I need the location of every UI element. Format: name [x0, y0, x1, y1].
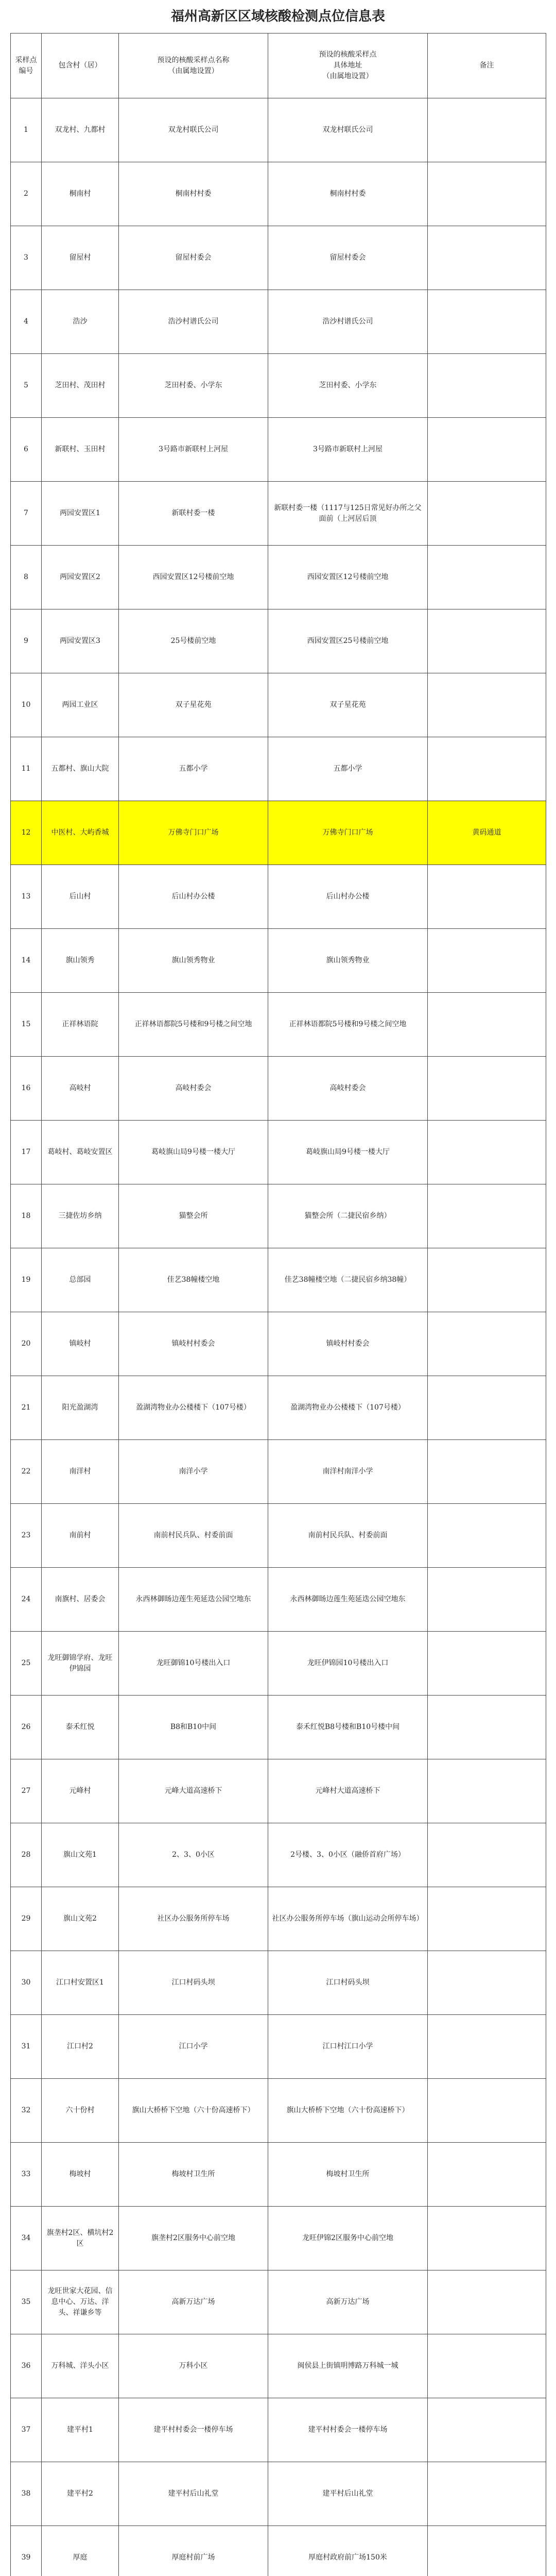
- row-address: 正祥林语都院5号楼和9号楼之间空地: [268, 993, 428, 1057]
- row-village: 两园安置区3: [42, 609, 119, 673]
- row-number: 21: [11, 1376, 42, 1440]
- row-village: 江口村2: [42, 2015, 119, 2079]
- row-note: [428, 1057, 546, 1121]
- row-number: 27: [11, 1759, 42, 1823]
- row-number: 33: [11, 2143, 42, 2207]
- row-address: 2号楼、3、0小区（融侨首府广场）: [268, 1823, 428, 1887]
- row-address: 盈湖湾物业办公楼楼下（107号楼）: [268, 1376, 428, 1440]
- row-village: 双龙村、九都村: [42, 98, 119, 162]
- row-point-name: 南前村民兵队、村委前面: [119, 1504, 268, 1568]
- row-address: 葛岐旗山局9号楼一楼大厅: [268, 1121, 428, 1184]
- row-number: 9: [11, 609, 42, 673]
- row-address: 江口村码头坝: [268, 1951, 428, 2015]
- table-row: [11, 2015, 546, 2079]
- row-address: 后山村办公楼: [268, 865, 428, 929]
- row-point-name: 高新万达广场: [119, 2270, 268, 2334]
- row-note: [428, 354, 546, 418]
- row-point-name: 佳艺38幢楼空地: [119, 1248, 268, 1312]
- row-note: [428, 1184, 546, 1248]
- row-note: [428, 1121, 546, 1184]
- table-row: [11, 1312, 546, 1376]
- row-point-name: 25号楼前空地: [119, 609, 268, 673]
- row-note: [428, 2207, 546, 2270]
- row-number: 16: [11, 1057, 42, 1121]
- row-note: [428, 418, 546, 482]
- row-number: 11: [11, 737, 42, 801]
- row-point-name: 双子星花苑: [119, 673, 268, 737]
- row-address: 双子星花苑: [268, 673, 428, 737]
- row-note: [428, 2398, 546, 2462]
- row-number: 10: [11, 673, 42, 737]
- table-row: [11, 1184, 546, 1248]
- table-row: [11, 418, 546, 482]
- table-row: [11, 546, 546, 609]
- row-number: 35: [11, 2270, 42, 2334]
- table-row: [11, 1823, 546, 1887]
- table-row: [11, 226, 546, 290]
- row-point-name: 2、3、0小区: [119, 1823, 268, 1887]
- table-row: [11, 673, 546, 737]
- row-note: [428, 290, 546, 354]
- row-village: 梅坡村: [42, 2143, 119, 2207]
- row-address: 镇岐村村委会: [268, 1312, 428, 1376]
- row-village: 新联村、玉田村: [42, 418, 119, 482]
- row-number: 22: [11, 1440, 42, 1504]
- row-number: 17: [11, 1121, 42, 1184]
- row-number: 28: [11, 1823, 42, 1887]
- row-point-name: 旗山领秀物业: [119, 929, 268, 993]
- row-point-name: 万佛寺门口广场: [119, 801, 268, 865]
- row-address: 佳艺38幢楼空地（二捷民宿乡纳38幢）: [268, 1248, 428, 1312]
- row-number: 14: [11, 929, 42, 993]
- row-number: 23: [11, 1504, 42, 1568]
- row-point-name: 五都小学: [119, 737, 268, 801]
- row-address: 建平村村委会一楼停车场: [268, 2398, 428, 2462]
- row-address: 建平村后山礼堂: [268, 2462, 428, 2526]
- row-point-name: 厚庭村前广场: [119, 2526, 268, 2576]
- header-note: 备注: [428, 33, 546, 98]
- header-address-line2: 具体地址: [333, 61, 362, 70]
- sampling-points-table: [10, 33, 546, 2576]
- row-point-name: 万科小区: [119, 2334, 268, 2398]
- row-number: 2: [11, 162, 42, 226]
- row-village: 镇岐村: [42, 1312, 119, 1376]
- row-point-name: 猫整会所: [119, 1184, 268, 1248]
- row-note: [428, 993, 546, 1057]
- row-number: 25: [11, 1632, 42, 1696]
- row-note: [428, 2270, 546, 2334]
- row-number: 24: [11, 1568, 42, 1632]
- row-village: 中医村、大屿香城: [42, 801, 119, 865]
- row-note: [428, 673, 546, 737]
- row-village: 泰禾红悦: [42, 1696, 119, 1759]
- row-village: 六十份村: [42, 2079, 119, 2143]
- table-row: [11, 354, 546, 418]
- row-note: [428, 546, 546, 609]
- row-address: 元峰村大道高速桥下: [268, 1759, 428, 1823]
- row-address: 永西林御旸边莲生苑延迭公园空地东: [268, 1568, 428, 1632]
- row-point-name: 旗垄村2区服务中心前空地: [119, 2207, 268, 2270]
- table-row: [11, 2079, 546, 2143]
- row-note: [428, 1759, 546, 1823]
- row-point-name: B8和B10中间: [119, 1696, 268, 1759]
- row-village: 阳光盈湖湾: [42, 1376, 119, 1440]
- table-row: [11, 1440, 546, 1504]
- row-village: 南旗村、居委会: [42, 1568, 119, 1632]
- table-row: [11, 1057, 546, 1121]
- header-point-name: [119, 33, 268, 98]
- row-address: 高新万达广场: [268, 2270, 428, 2334]
- row-number: 34: [11, 2207, 42, 2270]
- row-address: 留屋村委会: [268, 226, 428, 290]
- table-body: [11, 98, 546, 2576]
- row-village: 建平村1: [42, 2398, 119, 2462]
- row-village: 芝田村、茂田村: [42, 354, 119, 418]
- row-point-name: 龙旺御锦10号楼出入口: [119, 1632, 268, 1696]
- row-note: [428, 1887, 546, 1951]
- table-row: [11, 1568, 546, 1632]
- row-note: [428, 2334, 546, 2398]
- row-village: 五都村、旗山大院: [42, 737, 119, 801]
- row-village: 留屋村: [42, 226, 119, 290]
- row-point-name: 社区办公服务所停车场: [119, 1887, 268, 1951]
- row-village: 葛岐村、葛岐安置区: [42, 1121, 119, 1184]
- table-row: [11, 737, 546, 801]
- row-note: [428, 1376, 546, 1440]
- row-address: 江口村江口小学: [268, 2015, 428, 2079]
- row-note: [428, 929, 546, 993]
- row-address: 五都小学: [268, 737, 428, 801]
- row-point-name: 浩沙村谱氏公司: [119, 290, 268, 354]
- header-no: 采样点编号: [11, 33, 42, 98]
- table-row: [11, 1759, 546, 1823]
- row-point-name: 永西林御旸边莲生苑延迭公园空地东: [119, 1568, 268, 1632]
- row-address: 双龙村联氏公司: [268, 98, 428, 162]
- table-row: [11, 929, 546, 993]
- row-note: [428, 98, 546, 162]
- row-village: 龙旺世家大花园、信息中心、万达、洋头、祥谦乡等: [42, 2270, 119, 2334]
- row-village: 南前村: [42, 1504, 119, 1568]
- row-note: [428, 1440, 546, 1504]
- row-village: 龙旺御锦学府、龙旺伊锦园: [42, 1632, 119, 1696]
- table-row: [11, 1376, 546, 1440]
- table-row: [11, 1951, 546, 2015]
- header-point-name-line1: 预设的核酸采样点名称: [157, 56, 230, 64]
- row-number: 30: [11, 1951, 42, 2015]
- row-village: 总部园: [42, 1248, 119, 1312]
- row-number: 39: [11, 2526, 42, 2576]
- row-note: [428, 2462, 546, 2526]
- row-address: 厚庭村政府前广场150米: [268, 2526, 428, 2576]
- row-number: 13: [11, 865, 42, 929]
- row-point-name: 江口小学: [119, 2015, 268, 2079]
- row-number: 18: [11, 1184, 42, 1248]
- row-village: 南洋村: [42, 1440, 119, 1504]
- row-note: [428, 1951, 546, 2015]
- row-village: 浩沙: [42, 290, 119, 354]
- header-address-line1: 预设的核酸采样点: [319, 50, 377, 59]
- row-note: [428, 1696, 546, 1759]
- header-address: [268, 33, 428, 98]
- row-address: 桐南村村委: [268, 162, 428, 226]
- row-point-name: 南洋小学: [119, 1440, 268, 1504]
- row-point-name: 双龙村联氏公司: [119, 98, 268, 162]
- row-note: [428, 1568, 546, 1632]
- table-row: [11, 482, 546, 546]
- row-number: 36: [11, 2334, 42, 2398]
- row-address: 3号路市新联村上河屋: [268, 418, 428, 482]
- table-row: [11, 2526, 546, 2576]
- row-number: 37: [11, 2398, 42, 2462]
- row-address: 旗山领秀物业: [268, 929, 428, 993]
- row-address: 南洋村南洋小学: [268, 1440, 428, 1504]
- row-address: 社区办公服务所停车场（旗山运动会所停车场）: [268, 1887, 428, 1951]
- table-row: [11, 2270, 546, 2334]
- row-number: 3: [11, 226, 42, 290]
- row-address: 南前村民兵队、村委前面: [268, 1504, 428, 1568]
- row-point-name: 盈湖湾物业办公楼楼下（107号楼）: [119, 1376, 268, 1440]
- row-village: 高岐村: [42, 1057, 119, 1121]
- row-number: 6: [11, 418, 42, 482]
- table-row: [11, 1121, 546, 1184]
- table-row: [11, 2143, 546, 2207]
- row-point-name: 镇岐村村委会: [119, 1312, 268, 1376]
- table-row: [11, 98, 546, 162]
- row-number: 31: [11, 2015, 42, 2079]
- row-note: [428, 865, 546, 929]
- row-number: 20: [11, 1312, 42, 1376]
- row-point-name: 正祥林语都院5号楼和9号楼之间空地: [119, 993, 268, 1057]
- row-note: [428, 2015, 546, 2079]
- row-point-name: 3号路市新联村上河屋: [119, 418, 268, 482]
- row-village: 旗垄村2区、横坑村2区: [42, 2207, 119, 2270]
- row-number: 7: [11, 482, 42, 546]
- row-address: 泰禾红悦B8号楼和B10号楼中间: [268, 1696, 428, 1759]
- row-note: [428, 162, 546, 226]
- header-address-line3: （由属地设置）: [322, 72, 373, 80]
- row-point-name: 高岐村委会: [119, 1057, 268, 1121]
- row-point-name: 葛岐旗山局9号楼一楼大厅: [119, 1121, 268, 1184]
- table-row: [11, 1632, 546, 1696]
- row-address: 猫整会所（二捷民宿乡纳）: [268, 1184, 428, 1248]
- row-address: 闽侯县上街镇明博路万科城一城: [268, 2334, 428, 2398]
- row-point-name: 江口村码头坝: [119, 1951, 268, 2015]
- table-row: [11, 1248, 546, 1312]
- row-point-name: 留屋村委会: [119, 226, 268, 290]
- row-number: 29: [11, 1887, 42, 1951]
- table-row: [11, 290, 546, 354]
- row-note: 黄码通道: [428, 801, 546, 865]
- row-note: [428, 1312, 546, 1376]
- table-row: [11, 801, 546, 865]
- row-point-name: 新联村委一楼: [119, 482, 268, 546]
- table-row: [11, 1504, 546, 1568]
- row-note: [428, 226, 546, 290]
- row-note: [428, 737, 546, 801]
- row-number: 12: [11, 801, 42, 865]
- row-number: 5: [11, 354, 42, 418]
- row-point-name: 后山村办公楼: [119, 865, 268, 929]
- row-village: 厚庭: [42, 2526, 119, 2576]
- row-address: 旗山大桥桥下空地（六十份高速桥下）: [268, 2079, 428, 2143]
- row-note: [428, 2079, 546, 2143]
- row-village: 元峰村: [42, 1759, 119, 1823]
- header-point-name-line2: （由属地设置）: [168, 66, 219, 75]
- table-row: [11, 2334, 546, 2398]
- row-village: 三捷佐坊乡纳: [42, 1184, 119, 1248]
- row-note: [428, 1248, 546, 1312]
- row-village: 后山村: [42, 865, 119, 929]
- row-point-name: 建平村后山礼堂: [119, 2462, 268, 2526]
- table-row: [11, 609, 546, 673]
- row-point-name: 芝田村委、小学东: [119, 354, 268, 418]
- row-address: 龙旺伊锦2区服务中心前空地: [268, 2207, 428, 2270]
- table-row: [11, 2398, 546, 2462]
- table-row: [11, 1696, 546, 1759]
- row-point-name: 梅坡村卫生所: [119, 2143, 268, 2207]
- row-address: 高岐村委会: [268, 1057, 428, 1121]
- row-village: 旗山文苑1: [42, 1823, 119, 1887]
- row-address: 梅坡村卫生所: [268, 2143, 428, 2207]
- row-address: 万佛寺门口广场: [268, 801, 428, 865]
- row-number: 8: [11, 546, 42, 609]
- row-number: 19: [11, 1248, 42, 1312]
- row-village: 江口村安置区1: [42, 1951, 119, 2015]
- row-village: 万科城、洋头小区: [42, 2334, 119, 2398]
- row-address: 浩沙村谱氏公司: [268, 290, 428, 354]
- row-point-name: 元峰大道高速桥下: [119, 1759, 268, 1823]
- table-row: [11, 2207, 546, 2270]
- row-number: 32: [11, 2079, 42, 2143]
- row-note: [428, 1504, 546, 1568]
- row-village: 桐南村: [42, 162, 119, 226]
- row-point-name: 旗山大桥桥下空地（六十份高速桥下）: [119, 2079, 268, 2143]
- table-row: [11, 162, 546, 226]
- row-number: 38: [11, 2462, 42, 2526]
- row-village: 旗山文苑2: [42, 1887, 119, 1951]
- row-village: 正祥林语院: [42, 993, 119, 1057]
- row-note: [428, 1632, 546, 1696]
- table-row: [11, 2462, 546, 2526]
- row-number: 4: [11, 290, 42, 354]
- row-point-name: 西园安置区12号楼前空地: [119, 546, 268, 609]
- row-note: [428, 2526, 546, 2576]
- row-note: [428, 2143, 546, 2207]
- row-number: 1: [11, 98, 42, 162]
- table-row: [11, 865, 546, 929]
- row-point-name: 桐南村村委: [119, 162, 268, 226]
- row-number: 26: [11, 1696, 42, 1759]
- row-village: 两园安置区2: [42, 546, 119, 609]
- document-title: 福州高新区区域核酸检测点位信息表: [170, 9, 385, 24]
- row-village: 两园工业区: [42, 673, 119, 737]
- table-row: [11, 1887, 546, 1951]
- row-point-name: 建平村村委会一楼停车场: [119, 2398, 268, 2462]
- row-number: 15: [11, 993, 42, 1057]
- row-village: 建平村2: [42, 2462, 119, 2526]
- row-note: [428, 1823, 546, 1887]
- row-address: 西园安置区12号楼前空地: [268, 546, 428, 609]
- header-village: 包含村（居）: [42, 33, 119, 98]
- row-address: 芝田村委、小学东: [268, 354, 428, 418]
- table-row: [11, 993, 546, 1057]
- row-village: 两园安置区1: [42, 482, 119, 546]
- table-header-row: [11, 33, 546, 98]
- row-village: 旗山领秀: [42, 929, 119, 993]
- row-note: [428, 609, 546, 673]
- row-address: 西园安置区25号楼前空地: [268, 609, 428, 673]
- row-address: 新联村委一楼（1117与125日常见好办所之父面前（上河居后顶: [268, 482, 428, 546]
- row-address: 龙旺伊锦园10号楼出入口: [268, 1632, 428, 1696]
- row-note: [428, 482, 546, 546]
